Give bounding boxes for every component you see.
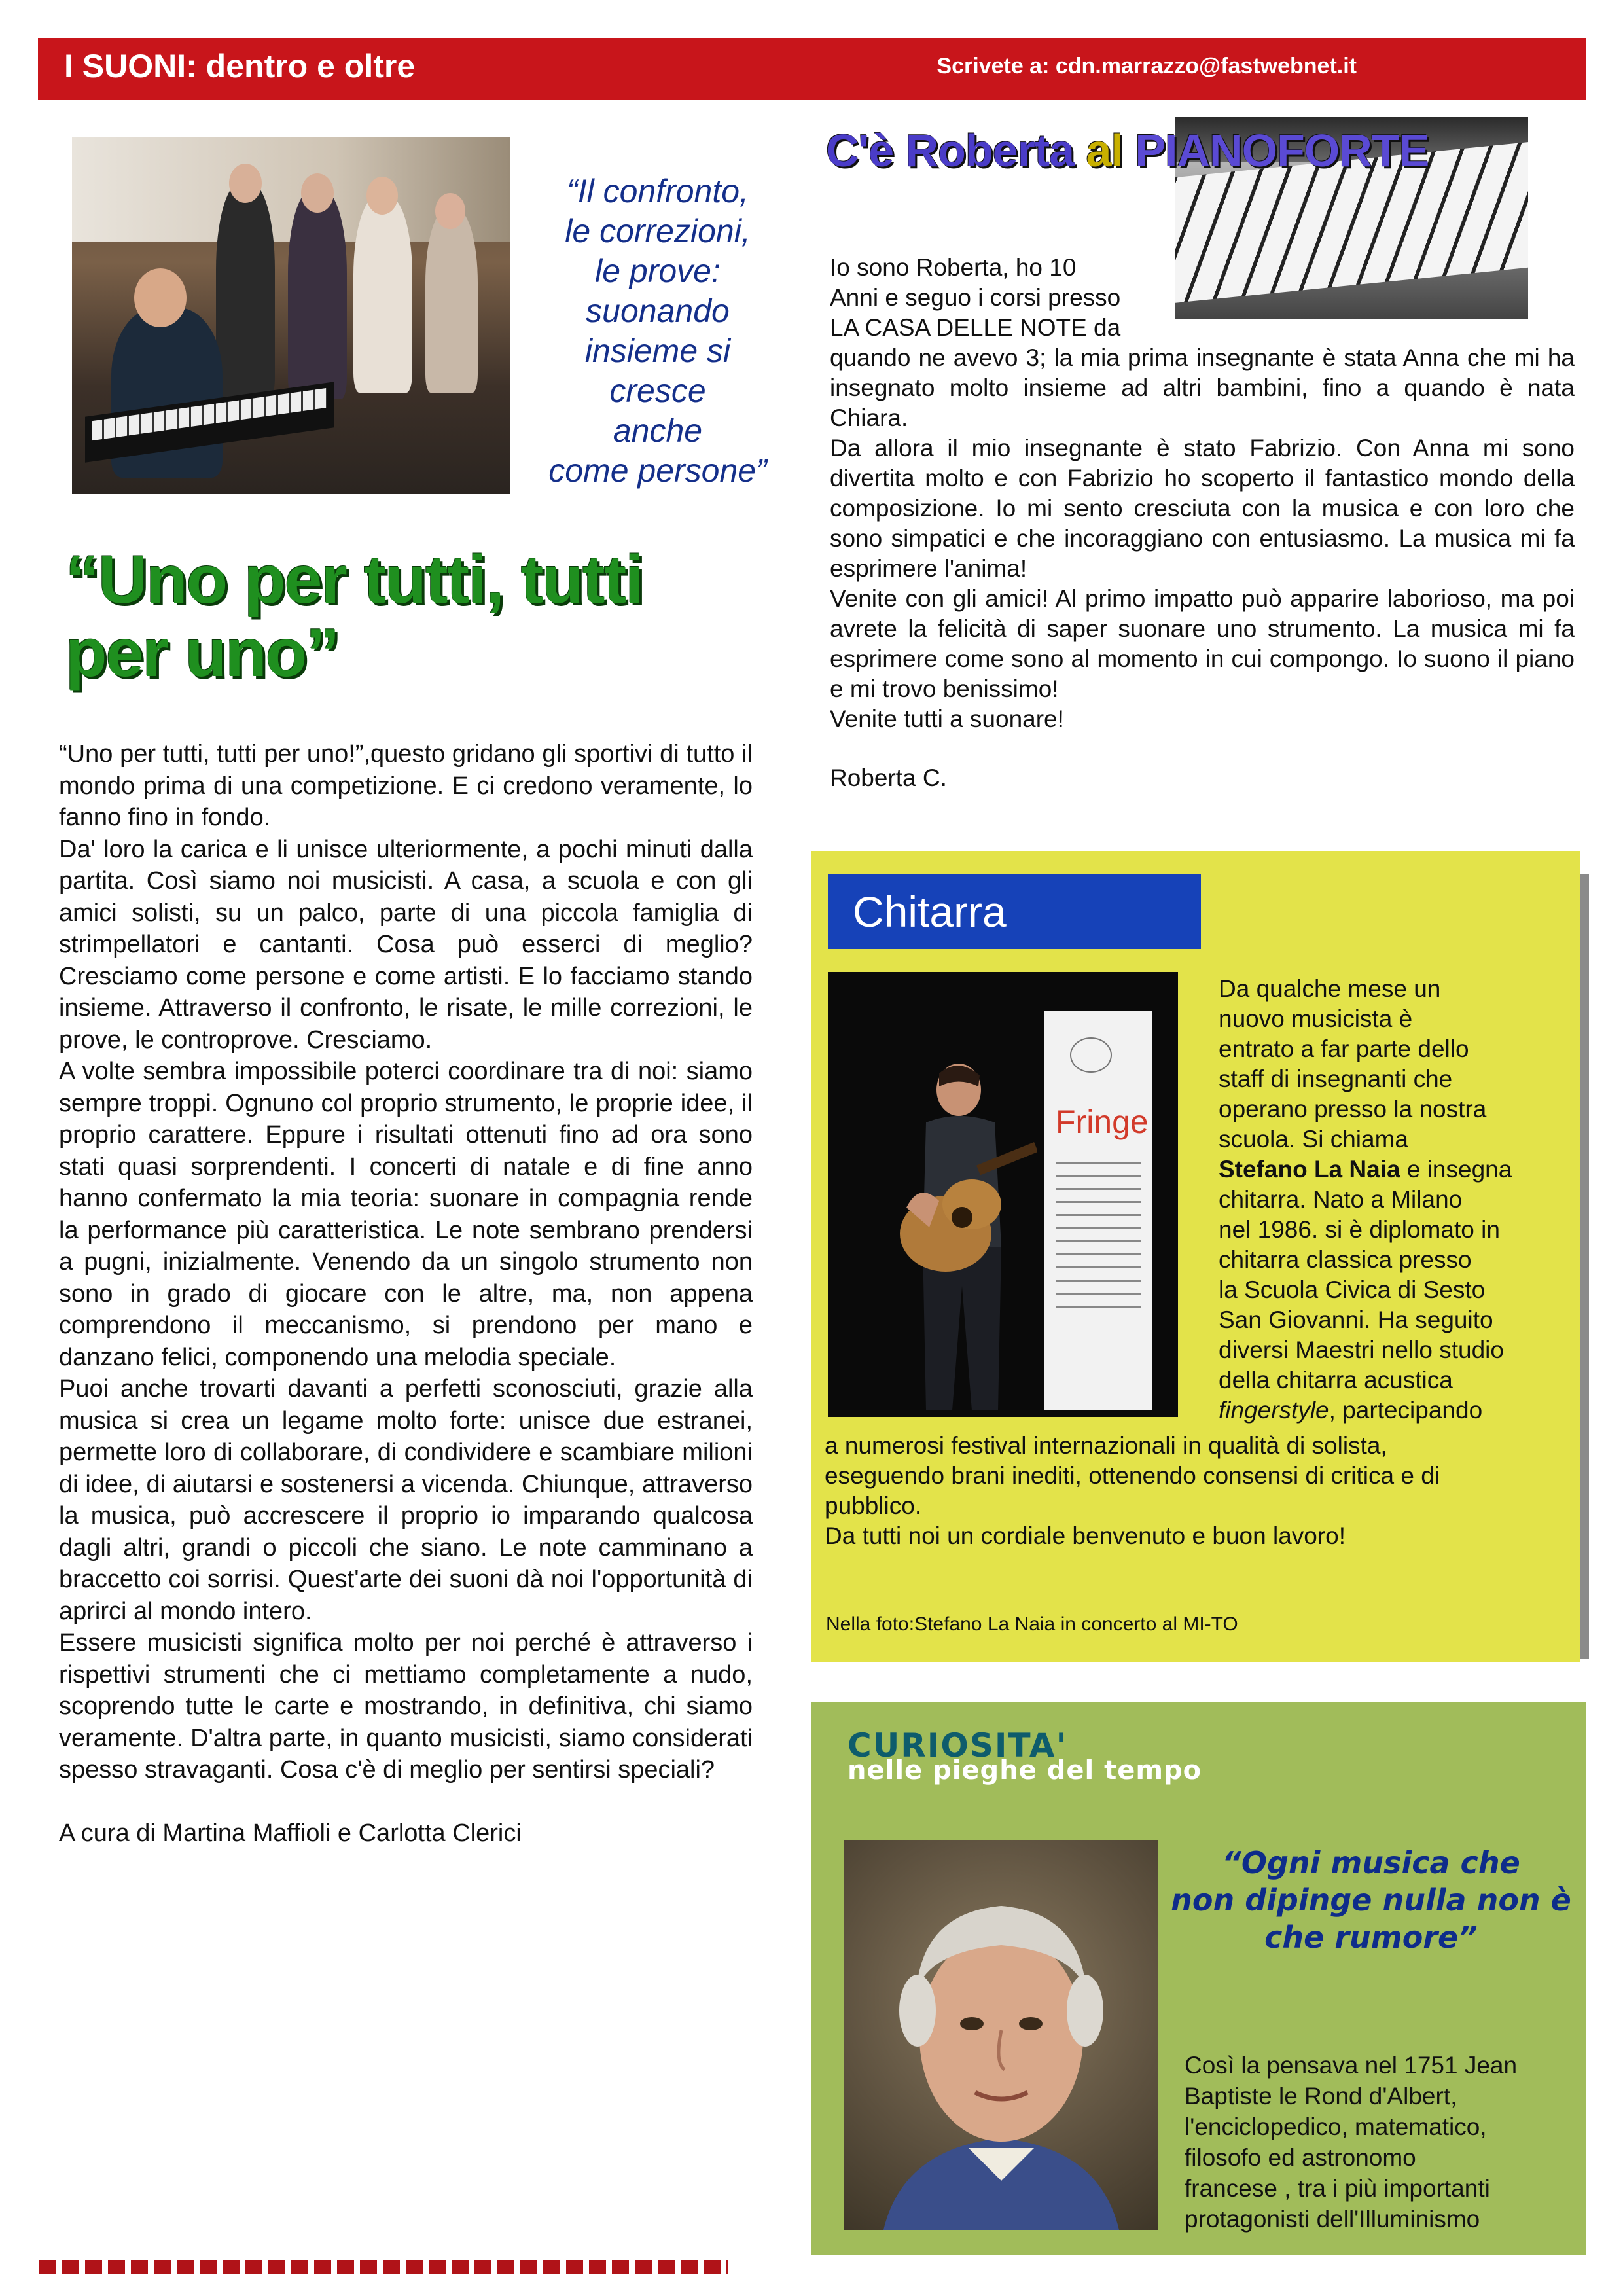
roberta-headline-part: al [1086,125,1123,176]
chitarra-text-wide [825,1431,1571,1551]
curiosita-title: CURIOSITA' [847,1727,1067,1765]
chitarra-line: pubblico. [825,1492,922,1519]
chitarra-label [828,874,1201,949]
chitarra-line [1219,1395,1572,1426]
curiosita-quote-line: “Ogni musica che [1222,1845,1520,1880]
chitarra-line: diversi Maestri nello studio [1219,1336,1504,1363]
photo-caption: Nella foto:Stefano La Naia in concerto al MI-TO [826,1613,1238,1635]
chitarra-line: operano presso la nostra [1219,1096,1487,1122]
curiosita-line: francese , tra i più importanti [1185,2175,1490,2202]
main-article [59,738,753,1849]
curiosita-quote-line: non dipinge nulla non è [1171,1882,1571,1918]
fringe-banner [1044,1011,1152,1410]
pull-quote-line: come persone” [548,452,767,489]
dalembert-portrait [844,1840,1158,2230]
fringe-banner-text: Fringe [1056,1103,1149,1140]
curiosita-line: filosofo ed astronomo [1185,2144,1416,2171]
chitarra-line: chitarra classica presso [1219,1246,1472,1273]
chitarra-line: della chitarra acustica [1219,1367,1453,1393]
chitarra-label-text: Chitarra [853,888,1007,936]
chitarra-line: nel 1986. si è diplomato in [1219,1216,1500,1243]
chitarra-line: Da tutti noi un cordiale benvenuto e buon lavoro! [825,1522,1346,1549]
roberta-paragraph: Da allora il mio insegnante è stato Fabrizio. Con Anna mi sono divertita molto e con Fabrizio ho scoperto il fantastico mondo della composizione. Io mi sento cresciuta con la musica e con loro che sono simpatici e che incoraggiano con entusiasmo. La musica mi fa esprimere l'anima! [830,435,1575,582]
band-rehearsal-photo [72,137,510,494]
roberta-intro-line: Io sono Roberta, ho 10 [830,254,1077,281]
footer-decoration [39,2260,728,2274]
guitarist-photo [828,972,1178,1417]
newsletter-title: I SUONI: dentro e oltre [64,48,416,84]
roberta-headline-part: C'è Roberta [826,125,1075,176]
chitarra-line: scuola. Si chiama [1219,1126,1408,1153]
pull-quote-line: suonando [586,293,730,329]
chitarra-line: nuovo musicista è [1219,1005,1413,1032]
article-paragraph: Essere musicisti significa molto per noi perché è attraverso i rispettivi strumenti che ci mettiamo completamente a nudo, scoprendo tutte le carte e mostrando, in definitiva, chi siamo veramente. D'altra parte, in quanto musicisti, siamo considerati spesso stravaganti. Cosa c'è di meglio per sentirsi speciali? [59,1629,753,1784]
chitarra-line: entrato a far parte dello [1219,1035,1469,1062]
header-band [38,38,1586,100]
roberta-paragraph: Venite tutti a suonare! [830,706,1064,732]
chitarra-line: Da qualche mese un [1219,975,1441,1002]
roberta-signature: Roberta C. [830,764,947,791]
chitarra-line [1219,1155,1572,1185]
pull-quote-line: insieme si [584,332,731,369]
article-paragraph: “Uno per tutti, tutti per uno!”,questo gridano gli sportivi di tutto il mondo prima di una competizione. E ci credono veramente, lo fanno fino in fondo. [59,740,753,831]
curiosita-text [1185,2050,1577,2234]
chitarra-line: San Giovanni. Ha seguito [1219,1306,1493,1333]
chitarra-line: a numerosi festival internazionali in qualità di solista, [825,1432,1387,1459]
curiosita-line: protagonisti dell'Illuminismo [1185,2206,1480,2233]
chitarra-line-rest: , partecipando [1329,1397,1483,1424]
pull-quote-line: cresce [609,372,706,409]
pull-quote [524,171,792,491]
curiosita-subtitle: nelle pieghe del tempo [847,1755,1202,1785]
roberta-intro-line: LA CASA DELLE NOTE da [830,314,1121,341]
article-headline: “Uno per tutti, tutti per uno” [65,542,643,691]
roberta-article [830,343,1575,734]
roberta-headline [826,124,1429,177]
curiosita-quote [1162,1844,1580,1956]
roberta-paragraph: quando ne avevo 3; la mia prima insegnante è stata Anna che mi ha insegnato molto insieme ad altri bambini, fino a quando è nata Chiara. [830,344,1575,431]
chitarra-line: chitarra. Nato a Milano [1219,1186,1463,1213]
curiosita-quote-line: che rumore” [1264,1920,1478,1955]
chitarra-line: eseguendo brani inediti, ottenendo consensi di critica e di [825,1462,1440,1489]
article-paragraph: Da' loro la carica e li unisce ulteriormente, a pochi minuti dalla partita. Così siamo noi musicisti. A casa, a scuola e con gli amici solisti, su un palco, parte di una piccola famiglia di strimpellatori e cantanti. Cosa può esserci di meglio? Cresciamo come persone e come artisti. E lo facciamo stando insieme. Attraverso il confronto, le risate, le mille correzioni, le prove, le controprove. Cresciamo. [59,835,753,1054]
roberta-intro-line: Anni e seguo i corsi presso [830,284,1121,311]
teacher-name: Stefano La Naia [1219,1156,1400,1183]
pull-quote-line: anche [613,412,703,449]
fingerstyle-term: fingerstyle [1219,1397,1329,1424]
chitarra-line-rest: e insegna [1400,1156,1512,1183]
chitarra-line: staff di insegnanti che [1219,1066,1453,1092]
guitarist-figure [867,1050,1037,1417]
mito-logo-icon [1070,1037,1112,1073]
pull-quote-line: “Il confronto, [567,173,749,209]
article-signature: A cura di Martina Maffioli e Carlotta Clerici [59,1819,522,1847]
article-paragraph: A volte sembra impossibile poterci coordinare tra di noi: siamo sempre troppi. Ognuno col proprio strumento, le proprie idee, il proprio carattere. Eppure i risultati ottenuti fino ad ora sono stati quasi sorprendenti. I concerti di natale e di fine anno hanno confermato la mia teoria: suonare in compagnia rende la performance più caratteristica. Le note sembrano prendersi a pugni, inizialmente. Venendo da un singolo strumento non sono in grado di giocare con le altre, ma, non appena comprendono il meccanismo, si prendono per mano e danzano felici, componendo una melodia speciale. [59,1058,753,1371]
chitarra-line: la Scuola Civica di Sesto [1219,1276,1486,1303]
roberta-paragraph: Venite con gli amici! Al primo impatto può apparire laborioso, ma poi avrete la felicità di saper suonare uno strumento. La musica mi fa esprimere come sono al momento in cui compongo. Io suono il piano e mi trovo benissimo! [830,585,1575,702]
chitarra-text-narrow [1219,974,1572,1426]
roberta-intro [830,253,1170,343]
curiosita-line: l'enciclopedico, matematico, [1185,2113,1487,2140]
pull-quote-line: le correzioni, [565,213,751,249]
curiosita-line: Così la pensava nel 1751 Jean [1185,2052,1518,2079]
roberta-headline-part: PIANOFORTE [1135,125,1429,176]
pull-quote-line: le prove: [595,253,721,289]
curiosita-line: Baptiste le Rond d'Albert, [1185,2083,1457,2109]
article-paragraph: Puoi anche trovarti davanti a perfetti sconosciuti, grazie alla musica si crea un legame molto forte: unisce due estranei, permette loro di collaborare, di condividere e scambiare milioni di idee, di aiutarsi e sostenersi a vicenda. Chiunque, attraverso la musica, può accrescere il proprio io imparando qualcosa dagli altri, grandi o piccoli che siano. Le note camminano a braccetto coi sorrisi. Quest'arte dei suoni dà noi l'opportunità di aprirci al mondo intero. [59,1375,753,1625]
contact-email[interactable]: Scrivete a: cdn.marrazzo@fastwebnet.it [936,54,1357,79]
